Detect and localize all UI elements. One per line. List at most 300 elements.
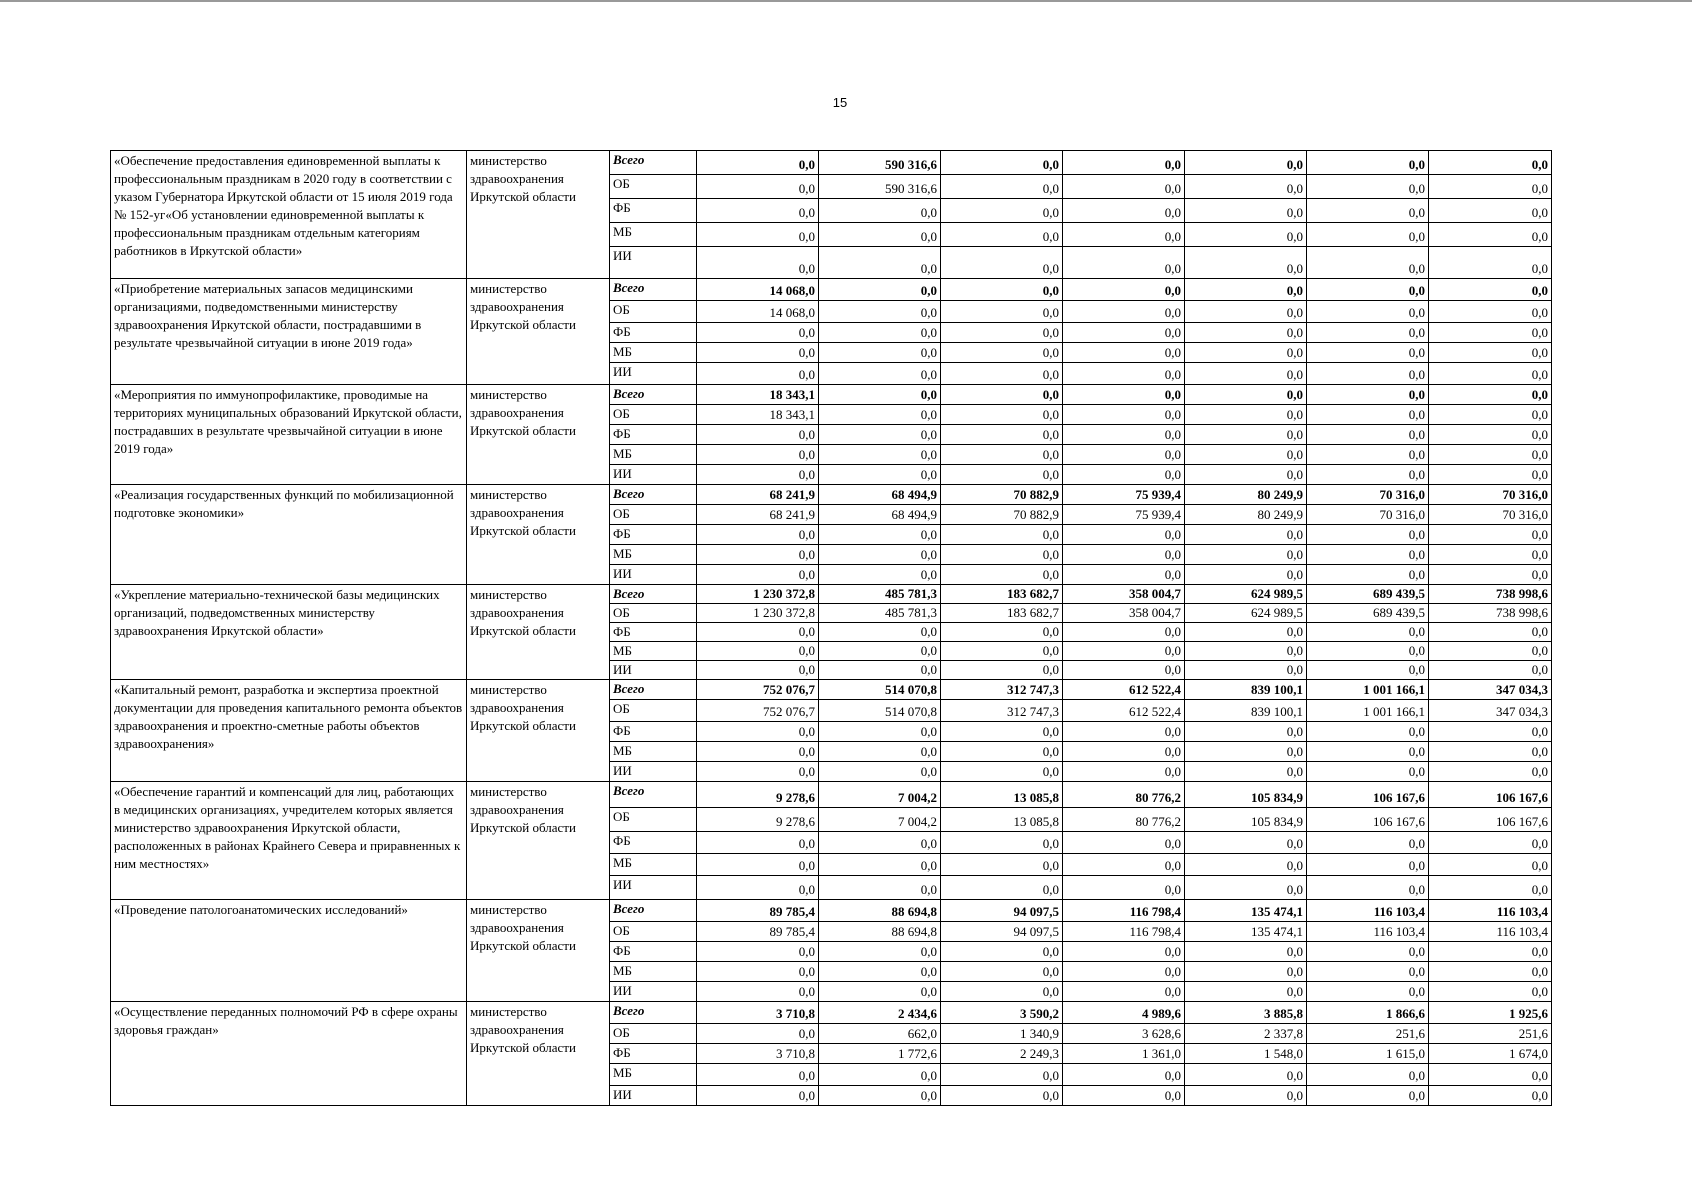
funding-source: МБ <box>610 642 697 661</box>
amount-cell: 1 772,6 <box>819 1044 941 1064</box>
funding-source: ОБ <box>610 700 697 722</box>
funding-source: МБ <box>610 1064 697 1086</box>
amount-cell: 0,0 <box>1307 942 1429 962</box>
amount-cell: 2 434,6 <box>819 1002 941 1024</box>
amount-cell: 135 474,1 <box>1185 900 1307 922</box>
amount-cell: 0,0 <box>941 876 1063 900</box>
amount-cell: 0,0 <box>1185 742 1307 762</box>
funding-source: ИИ <box>610 565 697 585</box>
amount-cell: 0,0 <box>941 445 1063 465</box>
scan-edge-line <box>0 0 1692 2</box>
amount-cell: 662,0 <box>819 1024 941 1044</box>
amount-cell: 1 340,9 <box>941 1024 1063 1044</box>
amount-cell: 0,0 <box>1063 854 1185 876</box>
amount-cell: 0,0 <box>697 247 819 279</box>
amount-cell: 752 076,7 <box>697 680 819 700</box>
amount-cell: 0,0 <box>1185 385 1307 405</box>
funding-table <box>110 150 1552 1106</box>
amount-cell: 0,0 <box>697 363 819 385</box>
amount-cell: 9 278,6 <box>697 782 819 808</box>
amount-cell: 0,0 <box>1307 323 1429 343</box>
amount-cell: 0,0 <box>1429 854 1552 876</box>
amount-cell: 0,0 <box>1063 385 1185 405</box>
amount-cell: 0,0 <box>1063 982 1185 1002</box>
amount-cell: 0,0 <box>1307 151 1429 175</box>
amount-cell: 94 097,5 <box>941 900 1063 922</box>
amount-cell: 2 337,8 <box>1185 1024 1307 1044</box>
amount-cell: 0,0 <box>1063 545 1185 565</box>
amount-cell: 0,0 <box>1307 982 1429 1002</box>
amount-cell: 0,0 <box>941 151 1063 175</box>
amount-cell: 0,0 <box>819 385 941 405</box>
amount-cell: 0,0 <box>1429 465 1552 485</box>
amount-cell: 0,0 <box>941 722 1063 742</box>
amount-cell: 0,0 <box>1185 247 1307 279</box>
table-row <box>111 279 1552 301</box>
amount-cell: 358 004,7 <box>1063 604 1185 623</box>
amount-cell: 0,0 <box>1185 876 1307 900</box>
amount-cell: 80 776,2 <box>1063 808 1185 832</box>
amount-cell: 0,0 <box>1185 942 1307 962</box>
amount-cell: 0,0 <box>1063 247 1185 279</box>
amount-cell: 0,0 <box>941 762 1063 782</box>
amount-cell: 0,0 <box>819 565 941 585</box>
amount-cell: 0,0 <box>941 301 1063 323</box>
responsible-executor: министерство здравоохранения Иркутской области <box>467 900 610 1002</box>
amount-cell: 0,0 <box>1307 742 1429 762</box>
funding-source: ФБ <box>610 942 697 962</box>
amount-cell: 0,0 <box>1063 876 1185 900</box>
amount-cell: 0,0 <box>1429 832 1552 854</box>
funding-source: МБ <box>610 223 697 247</box>
amount-cell: 116 103,4 <box>1429 900 1552 922</box>
funding-source: Всего <box>610 680 697 700</box>
amount-cell: 106 167,6 <box>1307 782 1429 808</box>
amount-cell: 105 834,9 <box>1185 782 1307 808</box>
funding-source: ИИ <box>610 982 697 1002</box>
amount-cell: 0,0 <box>941 323 1063 343</box>
amount-cell: 0,0 <box>819 742 941 762</box>
amount-cell: 0,0 <box>941 247 1063 279</box>
amount-cell: 0,0 <box>1063 832 1185 854</box>
amount-cell: 0,0 <box>1429 545 1552 565</box>
amount-cell: 106 167,6 <box>1429 808 1552 832</box>
amount-cell: 0,0 <box>697 962 819 982</box>
amount-cell: 0,0 <box>1429 175 1552 199</box>
amount-cell: 0,0 <box>1063 642 1185 661</box>
funding-source: ФБ <box>610 623 697 642</box>
amount-cell: 0,0 <box>941 854 1063 876</box>
amount-cell: 0,0 <box>1307 722 1429 742</box>
measure-name: «Реализация государственных функций по мобилизационной подготовке экономики» <box>111 485 467 585</box>
amount-cell: 0,0 <box>1063 962 1185 982</box>
table-row <box>111 485 1552 505</box>
funding-source: МБ <box>610 962 697 982</box>
amount-cell: 0,0 <box>1185 175 1307 199</box>
funding-source: ФБ <box>610 832 697 854</box>
amount-cell: 68 494,9 <box>819 505 941 525</box>
amount-cell: 0,0 <box>1185 223 1307 247</box>
amount-cell: 0,0 <box>941 223 1063 247</box>
amount-cell: 68 494,9 <box>819 485 941 505</box>
amount-cell: 0,0 <box>1429 405 1552 425</box>
amount-cell: 0,0 <box>941 742 1063 762</box>
amount-cell: 0,0 <box>1307 962 1429 982</box>
amount-cell: 0,0 <box>697 565 819 585</box>
amount-cell: 0,0 <box>1429 247 1552 279</box>
amount-cell: 358 004,7 <box>1063 585 1185 604</box>
responsible-executor: министерство здравоохранения Иркутской области <box>467 385 610 485</box>
amount-cell: 839 100,1 <box>1185 680 1307 700</box>
funding-source: ФБ <box>610 1044 697 1064</box>
amount-cell: 0,0 <box>1063 1064 1185 1086</box>
amount-cell: 1 615,0 <box>1307 1044 1429 1064</box>
amount-cell: 0,0 <box>1429 151 1552 175</box>
amount-cell: 0,0 <box>819 1064 941 1086</box>
amount-cell: 514 070,8 <box>819 700 941 722</box>
amount-cell: 0,0 <box>1429 301 1552 323</box>
amount-cell: 70 882,9 <box>941 505 1063 525</box>
amount-cell: 0,0 <box>941 545 1063 565</box>
amount-cell: 0,0 <box>1307 465 1429 485</box>
amount-cell: 7 004,2 <box>819 808 941 832</box>
funding-source: Всего <box>610 900 697 922</box>
amount-cell: 1 925,6 <box>1429 1002 1552 1024</box>
amount-cell: 116 103,4 <box>1429 922 1552 942</box>
amount-cell: 116 798,4 <box>1063 922 1185 942</box>
table-row <box>111 680 1552 700</box>
measure-name: «Приобретение материальных запасов медицинскими организациями, подведомственными министерству здравоохранения Иркутской области, пострадавшими в результате чрезвычайной ситуации в июне 2019 года» <box>111 279 467 385</box>
amount-cell: 590 316,6 <box>819 175 941 199</box>
amount-cell: 0,0 <box>819 854 941 876</box>
amount-cell: 0,0 <box>697 1064 819 1086</box>
funding-source: МБ <box>610 545 697 565</box>
amount-cell: 0,0 <box>941 279 1063 301</box>
amount-cell: 0,0 <box>1307 405 1429 425</box>
amount-cell: 0,0 <box>697 151 819 175</box>
amount-cell: 0,0 <box>819 363 941 385</box>
amount-cell: 738 998,6 <box>1429 585 1552 604</box>
amount-cell: 116 103,4 <box>1307 900 1429 922</box>
amount-cell: 3 885,8 <box>1185 1002 1307 1024</box>
amount-cell: 0,0 <box>1429 425 1552 445</box>
amount-cell: 514 070,8 <box>819 680 941 700</box>
funding-source: МБ <box>610 343 697 363</box>
amount-cell: 1 001 166,1 <box>1307 700 1429 722</box>
funding-source: ФБ <box>610 425 697 445</box>
amount-cell: 0,0 <box>697 1024 819 1044</box>
amount-cell: 0,0 <box>1063 223 1185 247</box>
funding-source: МБ <box>610 854 697 876</box>
funding-source: ОБ <box>610 922 697 942</box>
measure-name: «Мероприятия по иммунопрофилактике, проводимые на территориях муниципальных образований Иркутской области, пострадавших в результате чрезвычайной ситуации в июне 2019 года» <box>111 385 467 485</box>
funding-source: ОБ <box>610 1024 697 1044</box>
amount-cell: 0,0 <box>1429 343 1552 363</box>
amount-cell: 0,0 <box>697 223 819 247</box>
amount-cell: 0,0 <box>941 405 1063 425</box>
amount-cell: 0,0 <box>819 405 941 425</box>
amount-cell: 0,0 <box>941 175 1063 199</box>
amount-cell: 0,0 <box>941 832 1063 854</box>
amount-cell: 0,0 <box>941 425 1063 445</box>
amount-cell: 70 316,0 <box>1429 505 1552 525</box>
amount-cell: 0,0 <box>1185 1064 1307 1086</box>
amount-cell: 0,0 <box>1429 1086 1552 1106</box>
amount-cell: 0,0 <box>1429 445 1552 465</box>
amount-cell: 0,0 <box>1429 199 1552 223</box>
funding-source: Всего <box>610 585 697 604</box>
amount-cell: 80 776,2 <box>1063 782 1185 808</box>
amount-cell: 135 474,1 <box>1185 922 1307 942</box>
funding-source: ОБ <box>610 604 697 623</box>
funding-source: ФБ <box>610 199 697 223</box>
amount-cell: 0,0 <box>941 623 1063 642</box>
amount-cell: 0,0 <box>819 425 941 445</box>
amount-cell: 70 316,0 <box>1429 485 1552 505</box>
amount-cell: 0,0 <box>1185 722 1307 742</box>
amount-cell: 0,0 <box>1307 832 1429 854</box>
amount-cell: 80 249,9 <box>1185 485 1307 505</box>
amount-cell: 88 694,8 <box>819 900 941 922</box>
funding-source: Всего <box>610 1002 697 1024</box>
amount-cell: 0,0 <box>1429 982 1552 1002</box>
measure-name: «Проведение патологоанатомических исследований» <box>111 900 467 1002</box>
funding-source: Всего <box>610 279 697 301</box>
amount-cell: 0,0 <box>941 565 1063 585</box>
amount-cell: 0,0 <box>1307 545 1429 565</box>
amount-cell: 88 694,8 <box>819 922 941 942</box>
amount-cell: 0,0 <box>1063 445 1185 465</box>
amount-cell: 0,0 <box>1063 942 1185 962</box>
amount-cell: 0,0 <box>1063 565 1185 585</box>
amount-cell: 0,0 <box>819 661 941 680</box>
amount-cell: 0,0 <box>697 623 819 642</box>
amount-cell: 485 781,3 <box>819 604 941 623</box>
amount-cell: 1 866,6 <box>1307 1002 1429 1024</box>
amount-cell: 0,0 <box>1185 445 1307 465</box>
table-row <box>111 585 1552 604</box>
amount-cell: 0,0 <box>1063 722 1185 742</box>
amount-cell: 0,0 <box>941 962 1063 982</box>
table-row <box>111 900 1552 922</box>
amount-cell: 0,0 <box>941 942 1063 962</box>
amount-cell: 0,0 <box>1307 661 1429 680</box>
amount-cell: 0,0 <box>819 1086 941 1106</box>
amount-cell: 0,0 <box>941 1064 1063 1086</box>
responsible-executor: министерство здравоохранения Иркутской области <box>467 782 610 900</box>
amount-cell: 0,0 <box>1307 199 1429 223</box>
amount-cell: 68 241,9 <box>697 485 819 505</box>
amount-cell: 14 068,0 <box>697 301 819 323</box>
amount-cell: 18 343,1 <box>697 405 819 425</box>
amount-cell: 0,0 <box>697 942 819 962</box>
amount-cell: 0,0 <box>697 876 819 900</box>
amount-cell: 0,0 <box>1307 425 1429 445</box>
amount-cell: 0,0 <box>819 876 941 900</box>
amount-cell: 839 100,1 <box>1185 700 1307 722</box>
amount-cell: 0,0 <box>697 525 819 545</box>
amount-cell: 0,0 <box>697 343 819 363</box>
funding-source: Всего <box>610 151 697 175</box>
amount-cell: 18 343,1 <box>697 385 819 405</box>
amount-cell: 251,6 <box>1307 1024 1429 1044</box>
amount-cell: 0,0 <box>1307 343 1429 363</box>
amount-cell: 0,0 <box>697 854 819 876</box>
amount-cell: 0,0 <box>819 525 941 545</box>
amount-cell: 0,0 <box>819 962 941 982</box>
amount-cell: 0,0 <box>1429 661 1552 680</box>
amount-cell: 0,0 <box>697 661 819 680</box>
funding-source: ОБ <box>610 175 697 199</box>
amount-cell: 1 548,0 <box>1185 1044 1307 1064</box>
funding-source: ОБ <box>610 405 697 425</box>
amount-cell: 3 590,2 <box>941 1002 1063 1024</box>
amount-cell: 3 628,6 <box>1063 1024 1185 1044</box>
funding-source: ИИ <box>610 1086 697 1106</box>
amount-cell: 4 989,6 <box>1063 1002 1185 1024</box>
table-row <box>111 151 1552 175</box>
amount-cell: 0,0 <box>1307 175 1429 199</box>
amount-cell: 75 939,4 <box>1063 485 1185 505</box>
amount-cell: 1 230 372,8 <box>697 585 819 604</box>
amount-cell: 1 001 166,1 <box>1307 680 1429 700</box>
amount-cell: 13 085,8 <box>941 808 1063 832</box>
amount-cell: 251,6 <box>1429 1024 1552 1044</box>
funding-source: Всего <box>610 782 697 808</box>
amount-cell: 0,0 <box>1063 323 1185 343</box>
amount-cell: 75 939,4 <box>1063 505 1185 525</box>
amount-cell: 80 249,9 <box>1185 505 1307 525</box>
funding-source: ОБ <box>610 505 697 525</box>
amount-cell: 0,0 <box>1307 876 1429 900</box>
amount-cell: 0,0 <box>819 445 941 465</box>
amount-cell: 0,0 <box>1429 962 1552 982</box>
page-number: 15 <box>832 95 848 110</box>
amount-cell: 0,0 <box>1307 1064 1429 1086</box>
amount-cell: 0,0 <box>1429 525 1552 545</box>
amount-cell: 485 781,3 <box>819 585 941 604</box>
amount-cell: 0,0 <box>819 762 941 782</box>
amount-cell: 1 361,0 <box>1063 1044 1185 1064</box>
amount-cell: 0,0 <box>697 323 819 343</box>
amount-cell: 0,0 <box>697 465 819 485</box>
amount-cell: 0,0 <box>1185 962 1307 982</box>
amount-cell: 0,0 <box>1307 565 1429 585</box>
amount-cell: 0,0 <box>819 642 941 661</box>
table-row <box>111 1002 1552 1024</box>
amount-cell: 0,0 <box>1307 762 1429 782</box>
funding-source: МБ <box>610 742 697 762</box>
amount-cell: 0,0 <box>1429 279 1552 301</box>
responsible-executor: министерство здравоохранения Иркутской области <box>467 585 610 680</box>
responsible-executor: министерство здравоохранения Иркутской области <box>467 151 610 279</box>
amount-cell: 0,0 <box>1429 942 1552 962</box>
amount-cell: 612 522,4 <box>1063 680 1185 700</box>
amount-cell: 1 674,0 <box>1429 1044 1552 1064</box>
amount-cell: 13 085,8 <box>941 782 1063 808</box>
amount-cell: 0,0 <box>1185 151 1307 175</box>
amount-cell: 752 076,7 <box>697 700 819 722</box>
amount-cell: 0,0 <box>1307 363 1429 385</box>
amount-cell: 0,0 <box>941 661 1063 680</box>
amount-cell: 0,0 <box>819 623 941 642</box>
amount-cell: 0,0 <box>1307 623 1429 642</box>
amount-cell: 0,0 <box>1429 323 1552 343</box>
amount-cell: 0,0 <box>819 832 941 854</box>
funding-source: Всего <box>610 485 697 505</box>
amount-cell: 0,0 <box>1185 343 1307 363</box>
amount-cell: 590 316,6 <box>819 151 941 175</box>
funding-source: ИИ <box>610 363 697 385</box>
amount-cell: 0,0 <box>1063 425 1185 445</box>
amount-cell: 0,0 <box>819 279 941 301</box>
amount-cell: 312 747,3 <box>941 700 1063 722</box>
amount-cell: 624 989,5 <box>1185 604 1307 623</box>
amount-cell: 0,0 <box>1307 301 1429 323</box>
amount-cell: 0,0 <box>1185 854 1307 876</box>
amount-cell: 116 798,4 <box>1063 900 1185 922</box>
amount-cell: 689 439,5 <box>1307 604 1429 623</box>
amount-cell: 106 167,6 <box>1429 782 1552 808</box>
amount-cell: 183 682,7 <box>941 604 1063 623</box>
measure-name: «Укрепление материально-технической базы медицинских организаций, подведомственных министерству здравоохранения Иркутской области» <box>111 585 467 680</box>
amount-cell: 0,0 <box>1185 762 1307 782</box>
amount-cell: 0,0 <box>697 742 819 762</box>
measure-name: «Осуществление переданных полномочий РФ в сфере охраны здоровья граждан» <box>111 1002 467 1106</box>
amount-cell: 0,0 <box>1429 642 1552 661</box>
amount-cell: 0,0 <box>1185 323 1307 343</box>
amount-cell: 0,0 <box>1307 445 1429 465</box>
amount-cell: 0,0 <box>1063 1086 1185 1106</box>
funding-source: ОБ <box>610 301 697 323</box>
amount-cell: 0,0 <box>941 642 1063 661</box>
amount-cell: 624 989,5 <box>1185 585 1307 604</box>
amount-cell: 70 882,9 <box>941 485 1063 505</box>
funding-source: ИИ <box>610 661 697 680</box>
amount-cell: 0,0 <box>1307 385 1429 405</box>
amount-cell: 0,0 <box>1307 279 1429 301</box>
amount-cell: 94 097,5 <box>941 922 1063 942</box>
measure-name: «Обеспечение гарантий и компенсаций для лиц, работающих в медицинских организациях, учредителем которых является министерство здравоохранения Иркутской области, расположенных в районах Крайнего Севера и приравненных к ним местностях» <box>111 782 467 900</box>
amount-cell: 105 834,9 <box>1185 808 1307 832</box>
amount-cell: 0,0 <box>819 465 941 485</box>
responsible-executor: министерство здравоохранения Иркутской области <box>467 485 610 585</box>
measure-name: «Капитальный ремонт, разработка и экспертиза проектной документации для проведения капитального ремонта объектов здравоохранения и проектно-сметные работы объектов здравоохранения» <box>111 680 467 782</box>
amount-cell: 0,0 <box>1429 742 1552 762</box>
amount-cell: 0,0 <box>1063 279 1185 301</box>
amount-cell: 89 785,4 <box>697 922 819 942</box>
amount-cell: 0,0 <box>941 363 1063 385</box>
amount-cell: 0,0 <box>697 199 819 223</box>
amount-cell: 0,0 <box>819 247 941 279</box>
amount-cell: 0,0 <box>1429 385 1552 405</box>
amount-cell: 0,0 <box>1063 301 1185 323</box>
amount-cell: 0,0 <box>1185 301 1307 323</box>
amount-cell: 183 682,7 <box>941 585 1063 604</box>
amount-cell: 0,0 <box>1307 854 1429 876</box>
amount-cell: 0,0 <box>1429 876 1552 900</box>
amount-cell: 70 316,0 <box>1307 505 1429 525</box>
amount-cell: 0,0 <box>697 175 819 199</box>
amount-cell: 0,0 <box>1185 982 1307 1002</box>
amount-cell: 0,0 <box>1429 223 1552 247</box>
table-body <box>111 151 1552 1106</box>
amount-cell: 0,0 <box>941 465 1063 485</box>
amount-cell: 0,0 <box>697 762 819 782</box>
amount-cell: 0,0 <box>1185 525 1307 545</box>
amount-cell: 738 998,6 <box>1429 604 1552 623</box>
amount-cell: 0,0 <box>1429 762 1552 782</box>
